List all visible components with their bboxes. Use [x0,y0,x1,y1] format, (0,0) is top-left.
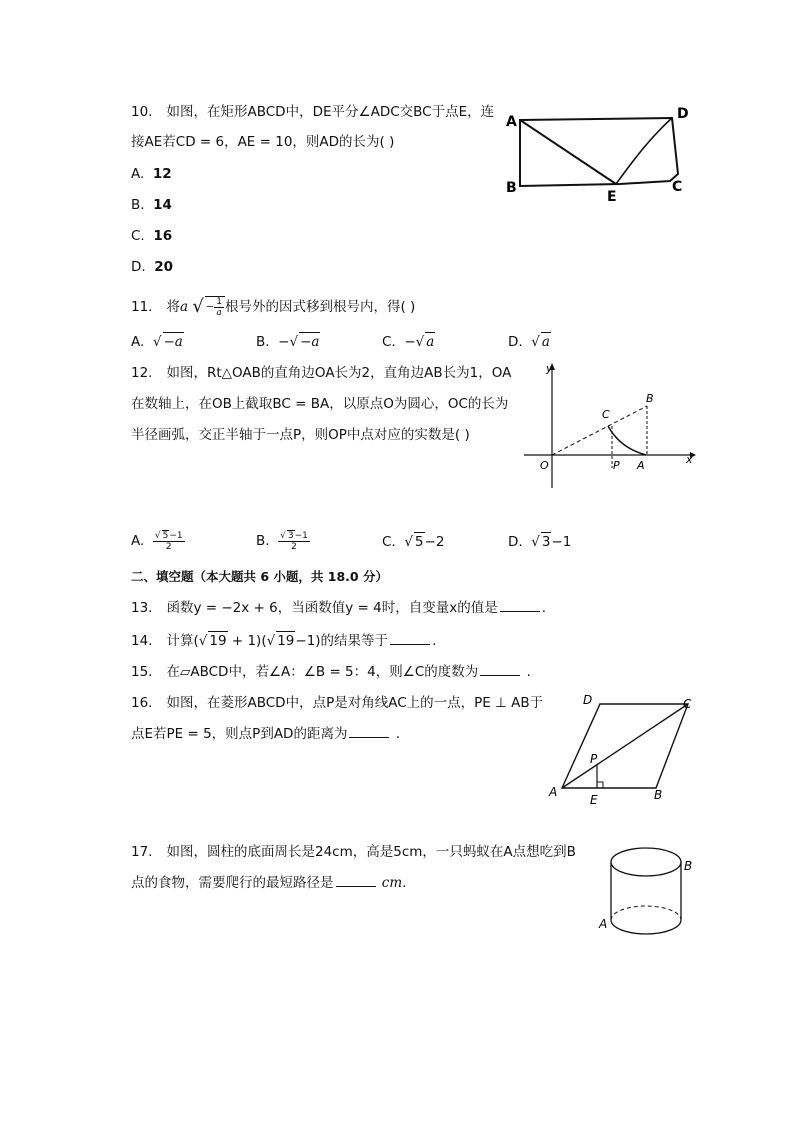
q10-line2: 接AE若CD = 6，AE = 10，则AD的长为( ) [131,134,395,150]
q11-option-a: A. √ −a [131,334,183,350]
label-b: B [684,859,693,873]
q16-figure [540,688,700,808]
q12-option-d: D. √ 3−1 [508,534,572,550]
label-a: A [506,114,517,130]
rectangle-shape [520,118,678,186]
cylinder-bottom-back [611,906,681,920]
q12-line2: 在数轴上，在OB上截取BC = BA，以原点O为圆心，OC的长为 [131,396,509,412]
label-x: x [686,453,693,466]
q17-line2: 点的食物，需要爬行的最短路径是 cm. [131,875,407,891]
segment-ob [552,406,647,455]
label-e: E [607,189,617,205]
q10-option-a: A. 12 [131,166,172,182]
arc-cp [608,426,646,455]
q12-option-c: C. √ 5−2 [382,534,445,550]
q12-option-a: A. $\frac{√ 5-1}{2}$ [131,531,183,552]
label-b: B [646,392,654,405]
right-angle-mark [597,782,603,788]
q10-line1: 10. 如图，在矩形ABCD中，DE平分∠ADC交BC于点E，连 [131,104,495,120]
q10-figure [500,98,700,208]
q12-line3: 半径画弧，交正半轴于一点P，则OP中点对应的实数是( ) [131,427,470,443]
q13-line: 13. 函数y = −2x + 6，当函数值y = 4时，自变量x的值是 . [131,600,546,616]
q11-option-b: B. −√ −a [256,334,320,350]
label-a: A [549,785,558,799]
q10-option-c: C. 16 [131,228,173,244]
q10-option-b: B. 14 [131,197,172,213]
section-2-title: 二、填空题（本大题共 6 小题，共 18.0 分） [131,569,388,584]
q12-line1: 12. 如图，Rt△OAB的直角边OA长为2，直角边AB长为1，OA [131,365,512,381]
label-e: E [590,793,598,807]
cylinder-bottom-front [611,920,681,934]
q14-answer-blank [390,632,430,645]
q12-option-b: B. $\frac{√ 3-1}{2}$ [256,531,308,552]
q10-option-d: D. 20 [131,259,174,275]
q17-answer-blank [336,874,376,887]
label-y: y [546,362,553,375]
label-b: B [654,788,663,802]
label-c: C [602,408,610,421]
q17-figure [596,838,696,948]
label-o: O [540,459,549,472]
label-a: A [599,917,608,931]
segment-de [616,118,672,184]
q12-figure [520,360,700,490]
q16-line1: 16. 如图，在菱形ABCD中，点P是对角线AC上的一点，PE ⊥ AB于 [131,695,544,711]
q17-line1: 17. 如图，圆柱的底面周长是24cm，高是5cm，一只蚂蚁在A点想吃到B [131,844,576,860]
q11-line: 11. 将a √ − $\frac{1}{a}$ 根号外的因式移到根号内，得( ) [131,296,416,318]
q16-line2: 点E若PE = 5，则点P到AD的距离为 . [131,726,401,742]
label-a: A [637,459,645,472]
label-p: P [613,459,620,472]
label-p: P [590,752,598,766]
q15-answer-blank [480,663,520,676]
q14-line: 14. 计算(√ 19 + 1)(√ 19−1)的结果等于 . [131,633,437,649]
q15-line: 15. 在▱ABCD中，若∠A：∠B = 5：4，则∠C的度数为 . [131,664,531,680]
q16-answer-blank [349,725,389,738]
label-d: D [677,106,689,122]
label-d: D [583,693,593,707]
cylinder-top [611,848,681,876]
q11-option-c: C. −√ a [382,334,435,350]
q11-option-d: D. √ a [508,334,550,350]
label-c: C [672,179,683,195]
segment-ae [520,120,616,184]
label-b: B [506,180,517,196]
label-c: C [683,697,692,711]
q13-answer-blank [500,599,540,612]
